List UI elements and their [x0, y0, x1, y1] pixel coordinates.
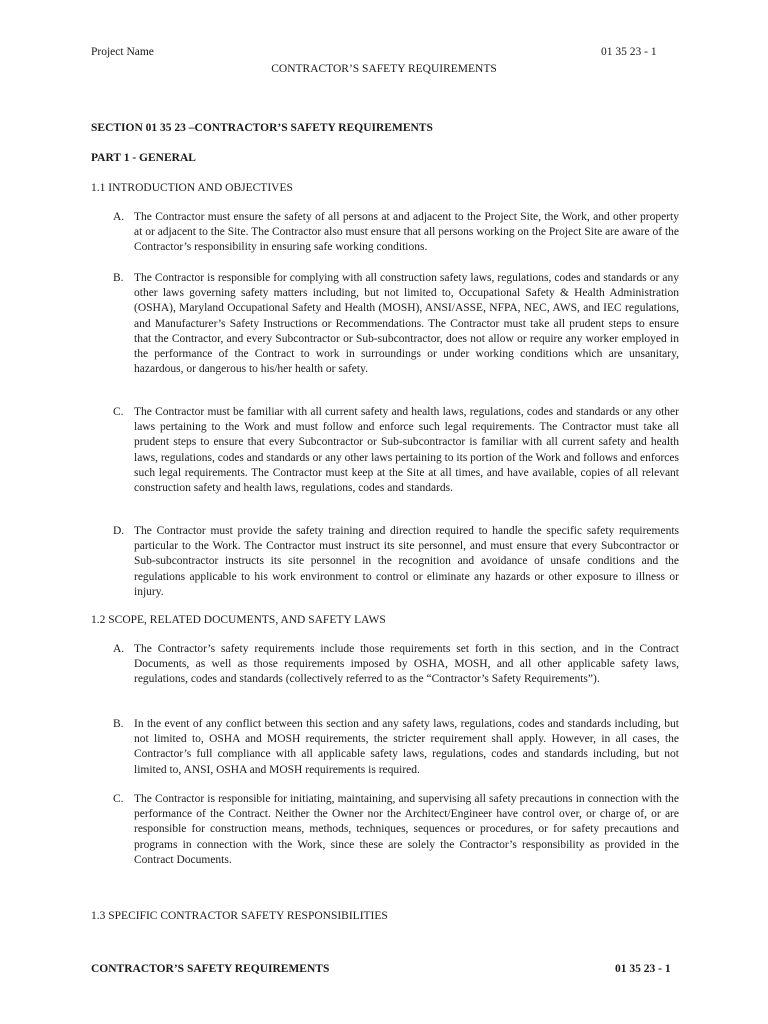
item-label: A. — [113, 643, 125, 655]
header-project-name: Project Name — [91, 46, 154, 58]
item-text: The Contractor must be familiar with all current safety and health laws, regulations, codes and standards or any other laws pertaining to the Work and must follow and enforce such legal requirements. The Contractor must take all prudent steps to ensure that every Subcontractor or Sub-subcontractor is familiar with all current safety and health laws, regulations, codes and standards or any other laws pertaining to its portion of the Work and follows and enforces such legal requirements. The Contractor must keep at the Site at all times, and have available, copies of all relevant construction safety and health laws, regulations, codes and standards. — [134, 406, 679, 495]
item-text: The Contractor is responsible for complying with all construction safety laws, regulations, codes and standards or any other laws governing safety matters including, but not limited to, Occupational Safety & Health Administration (OSHA), Maryland Occupational Safety and Health (MOSH), ANSI/ASSE, NFPA, NEC, AWS, and IEC regulations, and Manufacturer’s Safety Instructions or Recommendations. The Contractor must take all prudent steps to ensure that the Contractor, and every Subcontractor or Sub-subcontractor, does not allow or require any worker employed in the performance of the Contract to work in surroundings or under working conditions which are unsanitary, hazardous, or dangerous to his/her health or safety. — [134, 272, 679, 376]
section-title: SECTION 01 35 23 –CONTRACTOR’S SAFETY REQUIREMENTS — [91, 122, 433, 134]
item-text: The Contractor is responsible for initiating, maintaining, and supervising all safety precautions in connection with the performance of the Contract. Neither the Owner nor the Architect/Engineer have control over, or charge of, or are responsible for construction means, methods, techniques, sequences or procedures, or for safety precautions and programs in connection with the Work, since these are solely the Contractor’s responsibility as provided in the Contract Documents. — [134, 793, 679, 866]
item-text: In the event of any conflict between this section and any safety laws, regulations, codes and standards including, but not limited to, OSHA and MOSH requirements, the stricter requirement shall apply. However, in all cases, the Contractor’s full compliance with all applicable safety laws, regulations, codes and standards including, but not limited to, ANSI, OSHA and MOSH requirements is required. — [134, 718, 679, 776]
subsection-heading-1-1: 1.1 INTRODUCTION AND OBJECTIVES — [91, 182, 293, 194]
list-item — [91, 792, 679, 868]
subsection-heading-1-3: 1.3 SPECIFIC CONTRACTOR SAFETY RESPONSIBILITIES — [91, 910, 388, 922]
list-item — [91, 717, 679, 778]
item-text: The Contractor must provide the safety training and direction required to handle the specific safety requirements particular to the Work. The Contractor must instruct its site personnel, and must ensure that every Subcontractor or Sub-subcontractor instructs its site personnel in the recognition and avoidance of unsafe conditions and the regulations applicable to his work environment to control or eliminate any hazards or other exposure to illness or injury. — [134, 525, 679, 598]
header-title: CONTRACTOR’S SAFETY REQUIREMENTS — [271, 63, 497, 75]
list-item — [91, 210, 679, 256]
item-label: B. — [113, 272, 124, 284]
list-item — [91, 405, 679, 496]
list-item — [91, 642, 679, 688]
subsection-heading-1-2: 1.2 SCOPE, RELATED DOCUMENTS, AND SAFETY LAWS — [91, 614, 386, 626]
item-label: D. — [113, 525, 125, 537]
footer-title: CONTRACTOR’S SAFETY REQUIREMENTS — [91, 963, 330, 975]
item-text: The Contractor must ensure the safety of all persons at and adjacent to the Project Site, the Work, and other property at or adjacent to the Site. The Contractor also must ensure that all persons working on the Project Site are aware of the Contractor’s responsibility in ensuring safe working conditions. — [134, 211, 679, 254]
item-label: C. — [113, 793, 124, 805]
item-label: A. — [113, 211, 125, 223]
part-title: PART 1 - GENERAL — [91, 152, 196, 164]
item-text: The Contractor’s safety requirements include those requirements set forth in this section, and in the Contract Documents, as well as those requirements imposed by OSHA, MOSH, and all other applicable safety laws, regulations, codes and standards (collectively referred to as the “Contractor’s Safety Requirements”). — [134, 643, 679, 686]
item-label: B. — [113, 718, 124, 730]
footer-page-number: 01 35 23 - 1 — [615, 963, 671, 975]
list-item — [91, 271, 679, 377]
item-label: C. — [113, 406, 124, 418]
header-page-number: 01 35 23 - 1 — [601, 46, 657, 58]
list-item — [91, 524, 679, 600]
